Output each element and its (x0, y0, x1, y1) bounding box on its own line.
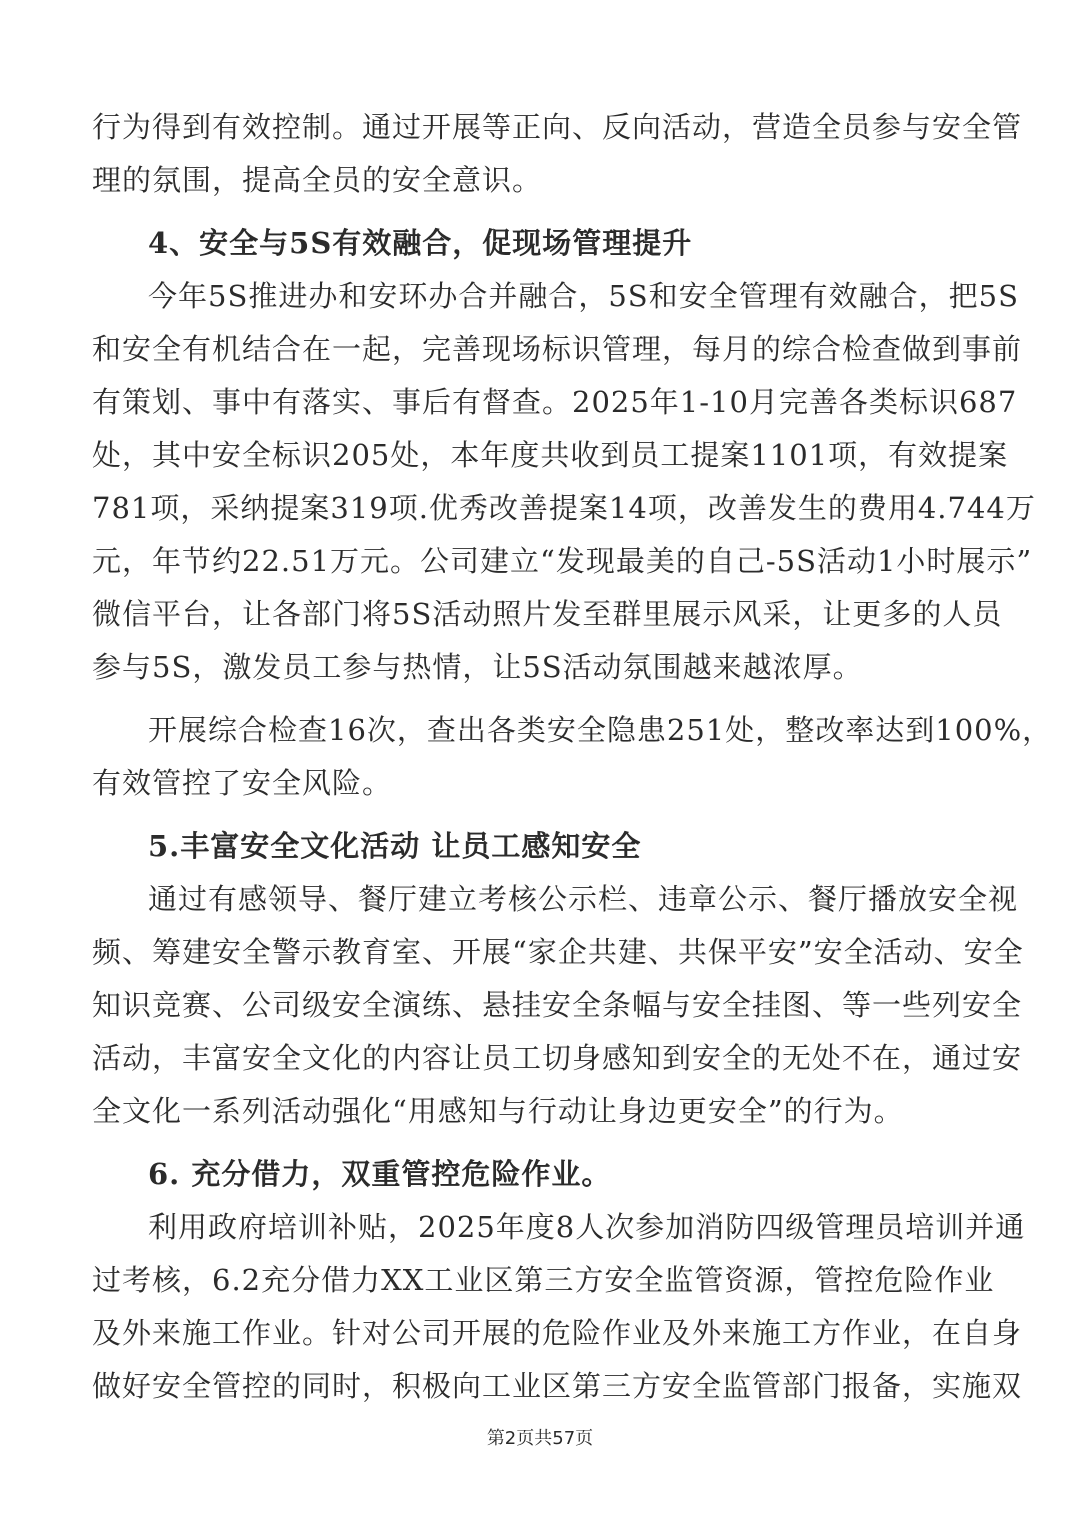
body-line: 参与5S，激发员工参与热情，让5S活动氛围越来越浓厚。 (92, 650, 863, 684)
body-line: 开展综合检查16次，查出各类安全隐患251处，整改率达到100%， (148, 713, 1053, 747)
section-heading-5: 5.丰富安全文化活动 让员工感知安全 (148, 829, 642, 863)
body-line: 做好安全管控的同时，积极向工业区第三方安全监管部门报备，实施双 (92, 1369, 1023, 1403)
body-line: 过考核，6.2充分借力XX工业区第三方安全监管资源，管控危险作业 (92, 1263, 995, 1297)
section-heading-6: 6. 充分借力，双重管控危险作业。 (148, 1157, 612, 1191)
body-line: 今年5S推进办和安环办合并融合，5S和安全管理有效融合，把5S (148, 279, 1019, 313)
body-line: 元，年节约22.51万元。公司建立“发现最美的自己-5S活动1小时展示” (92, 544, 1033, 578)
body-line: 全文化一系列活动强化“用感知与行动让身边更安全”的行为。 (92, 1094, 904, 1128)
body-line: 利用政府培训补贴，2025年度8人次参加消防四级管理员培训并通 (148, 1210, 1026, 1244)
body-line: 理的氛围，提高全员的安全意识。 (92, 163, 543, 197)
body-line: 行为得到有效控制。通过开展等正向、反向活动，营造全员参与安全管 (92, 110, 1023, 144)
body-line: 频、筹建安全警示教育室、开展“家企共建、共保平安”安全活动、安全 (92, 935, 1024, 969)
body-line: 处，其中安全标识205处，本年度共收到员工提案1101项，有效提案 (92, 438, 1009, 472)
body-line: 及外来施工作业。针对公司开展的危险作业及外来施工方作业，在自身 (92, 1316, 1023, 1350)
body-line: 有策划、事中有落实、事后有督查。2025年1-10月完善各类标识687 (92, 385, 1018, 419)
body-line: 781项，采纳提案319项.优秀改善提案14项，改善发生的费用4.744万 (92, 491, 1036, 525)
body-line: 活动，丰富安全文化的内容让员工切身感知到安全的无处不在，通过安 (92, 1041, 1023, 1075)
page-number-footer: 第2页共57页 (486, 1428, 594, 1449)
body-line: 通过有感领导、餐厅建立考核公示栏、违章公示、餐厅播放安全视 (148, 882, 1019, 916)
section-heading-4: 4、安全与5S有效融合，促现场管理提升 (148, 226, 693, 260)
body-line: 有效管控了安全风险。 (92, 766, 393, 800)
body-line: 知识竞赛、公司级安全演练、悬挂安全条幅与安全挂图、等一些列安全 (92, 988, 1023, 1022)
body-line: 和安全有机结合在一起，完善现场标识管理，每月的综合检查做到事前 (92, 332, 1023, 366)
body-line: 微信平台，让各部门将5S活动照片发至群里展示风采，让更多的人员 (92, 597, 1003, 631)
